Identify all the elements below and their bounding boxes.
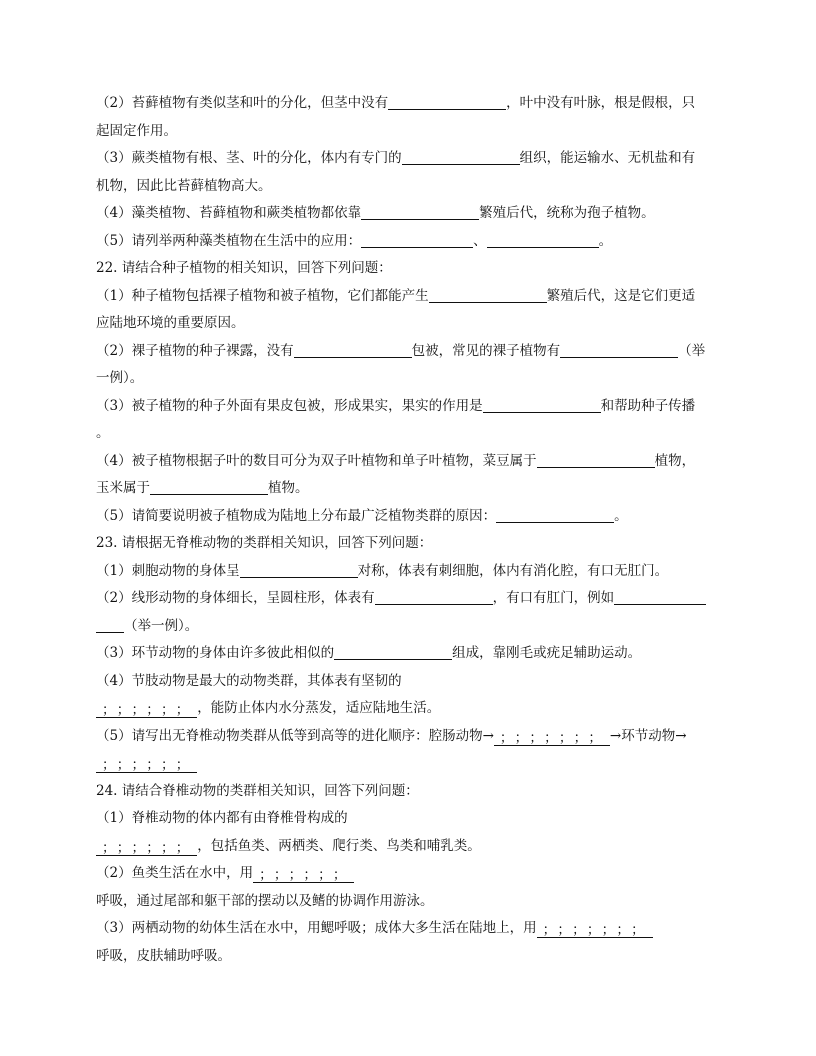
text: 组成，靠刚毛或疣足辅助运动。 — [452, 645, 642, 661]
text: （1）刺胞动物的身体呈 — [96, 562, 240, 579]
q24-1-line1 — [96, 805, 732, 833]
q21-3-line1 — [96, 145, 732, 173]
text: （3）蕨类植物有根、茎、叶的分化，体内有专门的 — [96, 150, 402, 166]
text: 机物，因此比苔藓植物高大。 — [96, 177, 272, 194]
text: 组织，能运输水、无机盐和有 — [519, 150, 696, 166]
q22-1-line1 — [96, 283, 732, 311]
answer-blank[interactable] — [388, 94, 506, 110]
q22-1-line2 — [96, 310, 732, 338]
q21-3-line2 — [96, 173, 732, 201]
q23-5-line1 — [96, 723, 732, 751]
text: 应陆地环境的重要原因。 — [96, 315, 245, 331]
q21-5-line — [96, 228, 732, 256]
answer-blank[interactable] — [240, 562, 358, 578]
answer-blank-continued[interactable] — [96, 617, 124, 633]
text: （4）节肢动物是最大的动物类群，其体表有坚韧的 — [96, 672, 402, 689]
text: （举 — [678, 342, 706, 359]
answer-blank[interactable] — [361, 232, 473, 248]
text: （5）请简要说明被子植物成为陆地上分布最广泛植物类群的原因： — [96, 507, 497, 524]
answer-blank[interactable] — [150, 479, 268, 495]
answer-blank[interactable] — [560, 342, 678, 358]
text: 植物， — [654, 452, 696, 469]
text: （1）种子植物包括裸子植物和被子植物，它们都能产生 — [96, 287, 429, 304]
text: 包被，常见的裸子植物有 — [411, 342, 561, 359]
text: 玉米属于 — [96, 480, 150, 496]
q23-4-line2 — [96, 695, 732, 723]
text: 繁殖后代，统称为孢子植物。 — [479, 205, 655, 221]
q22-2-line2 — [96, 365, 732, 393]
q23-2-line1 — [96, 585, 732, 613]
answer-blank[interactable] — [614, 589, 706, 605]
text: 、 — [473, 232, 487, 249]
q23-2-line2 — [96, 613, 732, 641]
answer-blank[interactable] — [294, 342, 412, 358]
answer-blank[interactable] — [334, 644, 452, 660]
text: 对称，体表有刺细胞，体内有消化腔，有口无肛门。 — [357, 562, 669, 579]
text: （1）脊椎动物的体内都有由脊椎骨构成的 — [96, 810, 348, 826]
question-title: 22. 请结合种子植物的相关知识，回答下列问题： — [96, 260, 392, 276]
q22-5-line — [96, 503, 732, 531]
semicolon-blank[interactable]: ；；；；；； — [96, 758, 197, 773]
text: （举一例）。 — [124, 617, 199, 634]
answer-blank[interactable] — [402, 149, 520, 165]
text: 。 — [598, 232, 613, 249]
semicolon-blank[interactable]: ；；；；；；； — [494, 731, 610, 746]
text: （2）鱼类生活在水中，用 — [96, 865, 254, 881]
text: 和帮助种子传播 — [600, 397, 696, 414]
q23-5-line2 — [96, 750, 732, 778]
text: →环节动物→ — [609, 727, 687, 744]
q24-2-line1 — [96, 860, 732, 888]
answer-blank[interactable] — [361, 204, 479, 220]
text: 呼吸，皮肤辅助呼吸。 — [96, 947, 231, 964]
q21-2-line1 — [96, 90, 732, 118]
q23-3-line — [96, 640, 732, 668]
text: 呼吸，通过尾部和躯干部的摆动以及鳍的协调作用游泳。 — [96, 892, 434, 909]
document-page — [96, 90, 732, 970]
q22-heading — [96, 255, 732, 283]
q23-4-line1 — [96, 668, 732, 696]
text: （2）线形动物的身体细长，呈圆柱形，体表有 — [96, 590, 375, 606]
answer-blank[interactable] — [375, 589, 493, 605]
text: （5）请写出无脊椎动物类群从低等到高等的进化顺序：腔肠动物→ — [96, 727, 494, 744]
q24-1-line2 — [96, 833, 732, 861]
q22-4-line2 — [96, 475, 732, 503]
text: 植物。 — [268, 480, 309, 496]
semicolon-blank[interactable]: ；；；；；； — [253, 868, 354, 883]
semicolon-blank[interactable]: ；；；；；；； — [537, 923, 653, 938]
q22-4-line1 — [96, 448, 732, 476]
semicolon-blank[interactable]: ；；；；；； — [96, 703, 197, 718]
text: （4）藻类植物、苔藓植物和蕨类植物都依靠 — [96, 205, 362, 221]
question-title: 23. 请根据无脊椎动物的类群相关知识，回答下列问题： — [96, 535, 433, 551]
text: （5）请列举两种藻类植物在生活中的应用： — [96, 232, 362, 249]
text: （3）环节动物的身体由许多彼此相似的 — [96, 645, 335, 661]
text: 。 — [614, 507, 628, 524]
q24-3-line2 — [96, 943, 732, 971]
text: （2）苔藓植物有类似茎和叶的分化，但茎中没有 — [96, 95, 389, 111]
q22-3-line2 — [96, 420, 732, 448]
q23-heading — [96, 530, 732, 558]
text: 繁殖后代，这是它们更适 — [546, 287, 696, 304]
q23-1-line — [96, 558, 732, 586]
text: （3）被子植物的种子外面有果皮包被，形成果实，果实的作用是 — [96, 397, 483, 414]
text: （2）裸子植物的种子裸露，没有 — [96, 342, 294, 359]
q21-4-line — [96, 200, 732, 228]
question-title: 24. 请结合脊椎动物的类群相关知识，回答下列问题： — [96, 782, 419, 799]
text: （4）被子植物根据子叶的数目可分为双子叶植物和单子叶植物，菜豆属于 — [96, 452, 537, 469]
q24-heading — [96, 778, 732, 806]
text: ，包括鱼类、两栖类、爬行类、鸟类和哺乳类。 — [197, 837, 481, 854]
text: 一例）。 — [96, 370, 144, 386]
semicolon-blank[interactable]: ；；；；；； — [96, 841, 197, 856]
q24-3-line1 — [96, 915, 732, 943]
answer-blank[interactable] — [496, 507, 614, 523]
text: ，能防止体内水分蒸发，适应陆地生活。 — [197, 700, 441, 716]
text: （3）两栖动物的幼体生活在水中，用鳃呼吸；成体大多生活在陆地上，用 — [96, 920, 537, 936]
answer-blank[interactable] — [483, 397, 601, 413]
answer-blank[interactable] — [537, 452, 655, 468]
q24-2-line2 — [96, 888, 732, 916]
q21-2-line2 — [96, 118, 732, 146]
q22-3-line1 — [96, 393, 732, 421]
text: ，有口有肛门，例如 — [492, 590, 615, 606]
text: 。 — [96, 425, 110, 441]
answer-blank[interactable] — [429, 287, 547, 303]
answer-blank[interactable] — [487, 232, 599, 248]
q22-2-line1 — [96, 338, 732, 366]
text: 起固定作用。 — [96, 122, 177, 139]
text: ，叶中没有叶脉，根是假根，只 — [506, 95, 696, 111]
